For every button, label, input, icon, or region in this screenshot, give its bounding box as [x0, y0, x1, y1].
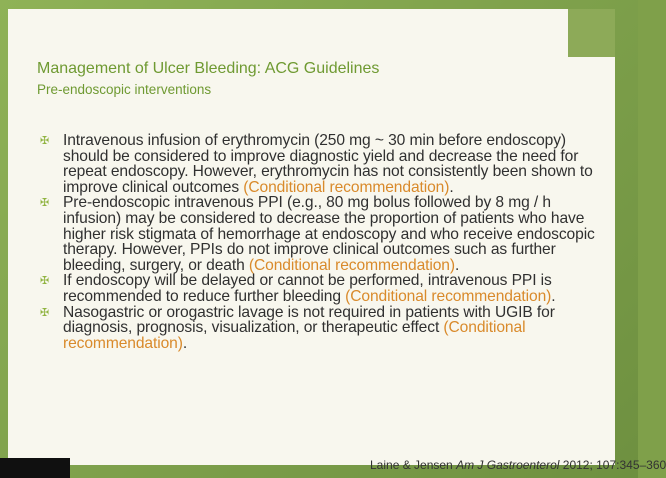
- slide-subtitle: Pre-endoscopic interventions: [37, 82, 212, 97]
- bullet-icon: ✠: [40, 275, 50, 288]
- slide-title: Management of Ulcer Bleeding: ACG Guidelines: [37, 60, 380, 77]
- recommendation-label: (Conditional recommendation): [63, 319, 526, 352]
- corner-decoration: [568, 9, 615, 57]
- citation-authors: Laine & Jensen: [370, 458, 457, 472]
- recommendation-label: (Conditional recommendation): [345, 287, 552, 305]
- bullet-item: [40, 305, 610, 352]
- citation: [370, 458, 666, 472]
- bullet-text: Pre-endoscopic intravenous PPI (e.g., 80 mg bolus followed by 8 mg / h infusion) may be considered to decrease the proportion of patients who have higher risk stigmata of hemorrhage at endoscopy and who receive endoscopic therapy. However, PPIs do not improve clinical outcomes such as further bleeding, surgery, or death: [63, 194, 595, 274]
- bullet-icon: ✠: [40, 135, 50, 147]
- bullet-text: If endoscopy will be delayed or cannot be performed, intravenous PPI is recommended to reduce further bleeding: [63, 272, 552, 305]
- bullet-end: .: [449, 178, 454, 196]
- bullet-item: [40, 273, 610, 304]
- bullet-item: [40, 133, 610, 195]
- citation-details: 2012; 107:345–360: [559, 458, 666, 472]
- bullet-icon: ✠: [40, 306, 50, 319]
- recommendation-label: (Conditional recommendation): [243, 178, 450, 196]
- bullet-text: Intravenous infusion of erythromycin (250 mg ~ 30 min before endoscopy) should be considered to improve diagnostic yield and decrease the need for repeat endoscopy. However, erythromycin has not consistently been shown to improve clinical outcomes: [63, 132, 593, 196]
- recommendation-label: (Conditional recommendation): [248, 256, 455, 274]
- bullet-text: Nasogastric or orogastric lavage is not required in patients with UGIB for diagnosis, prognosis, visualization, or therapeutic effect: [63, 303, 555, 337]
- bullet-end: .: [182, 334, 188, 352]
- bullet-item: [40, 195, 610, 273]
- bullet-end: .: [454, 256, 460, 274]
- bullet-end: .: [551, 287, 556, 305]
- publisher-logo: [0, 458, 70, 478]
- citation-journal: Am J Gastroenterol: [456, 458, 560, 472]
- bullet-icon: ✠: [40, 197, 50, 210]
- bullet-list: [40, 133, 610, 351]
